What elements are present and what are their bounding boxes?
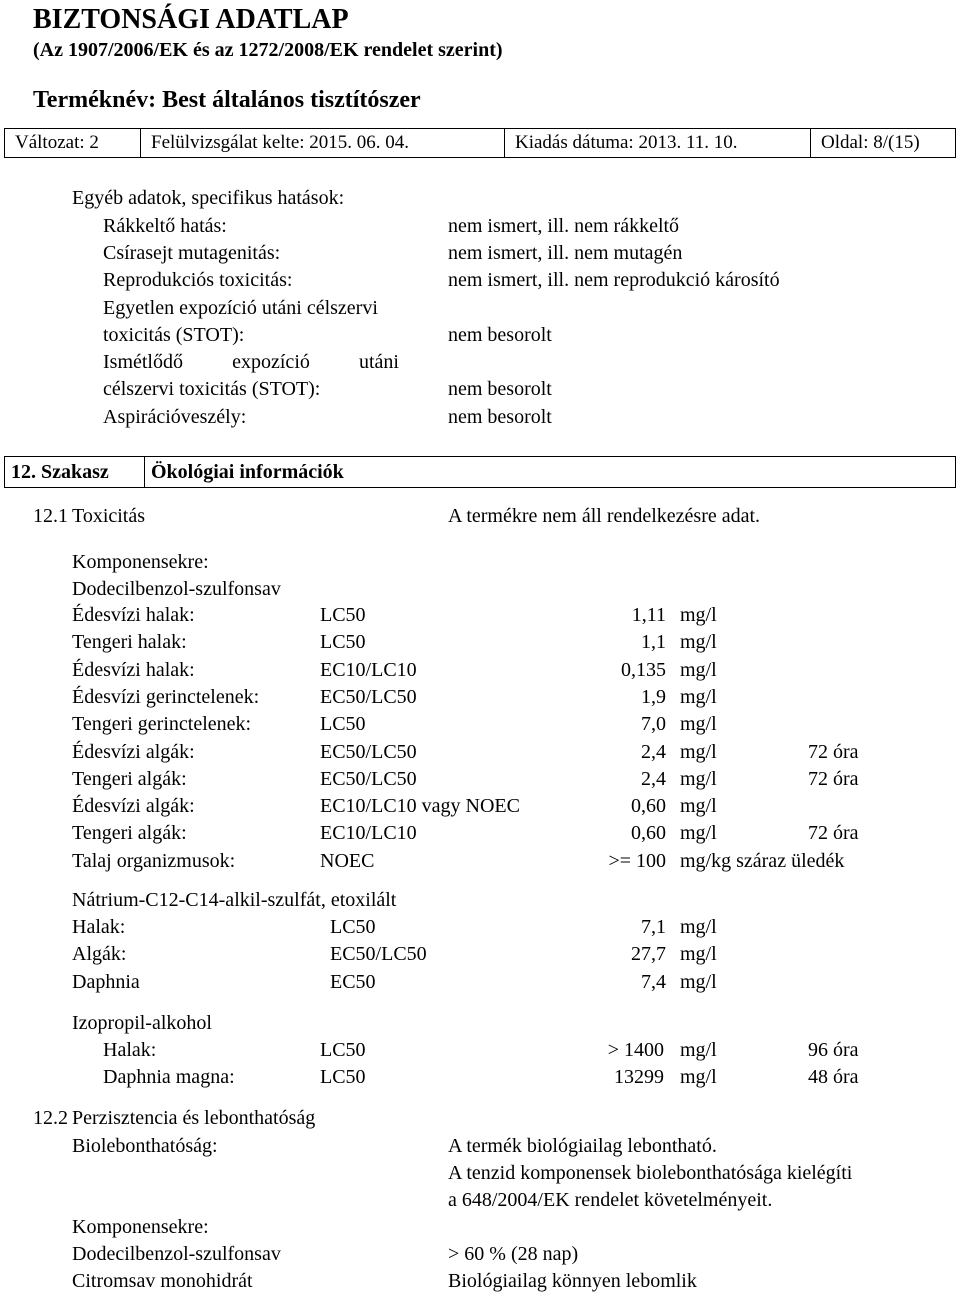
toxicity-label: Toxicitás	[72, 505, 146, 527]
issue-date: Kiadás dátuma: 2013. 11. 10.	[505, 129, 811, 157]
test-type: EC50/LC50	[320, 740, 417, 763]
stot-repeated-label-line1	[103, 350, 399, 374]
product-name: Terméknév: Best általános tisztítószer	[33, 87, 421, 113]
toxicity-unit: mg/l	[680, 795, 717, 818]
biodegradability-line: a 648/2004/EK rendelet követelményeit.	[448, 1189, 773, 1211]
carcinogenicity-label: Rákkeltő hatás:	[103, 215, 227, 237]
toxicity-unit: mg/l	[680, 970, 717, 993]
stot-repeated-label-line2: célszervi toxicitás (STOT):	[103, 378, 321, 400]
dbs-name: Dodecilbenzol-szulfonsav	[72, 578, 281, 600]
document-info-bar	[4, 128, 956, 158]
organism-label: Tengeri gerinctelenek:	[72, 713, 252, 736]
toxicity-unit: mg/l	[680, 822, 717, 845]
organism-label: Tengeri algák:	[72, 822, 187, 845]
exposure-time: 48 óra	[808, 1066, 859, 1089]
organism-label: Édesvízi gerinctelenek:	[72, 685, 260, 708]
test-type: LC50	[320, 631, 366, 654]
toxicity-value: 7,1	[641, 916, 666, 938]
persistence-components-label: Komponensekre:	[72, 1216, 209, 1238]
organism-label: Algák:	[72, 943, 127, 966]
biodegradability-label: Biolebonthatóság:	[72, 1135, 218, 1157]
test-type: LC50	[320, 713, 366, 736]
toxicity-value: 1,9	[641, 685, 666, 708]
test-type: LC50	[320, 604, 366, 626]
toxicity-value: 2,4	[641, 740, 666, 763]
nas-name: Nátrium-C12-C14-alkil-szulfát, etoxilált	[72, 889, 397, 911]
toxicity-unit: mg/kg száraz üledék	[680, 849, 845, 872]
toxicity-value: >= 100	[608, 849, 666, 872]
persistence-component-value: Biológiailag könnyen lebomlik	[448, 1270, 697, 1292]
section-header	[4, 456, 956, 488]
toxicity-value: 1,11	[631, 604, 666, 626]
version: Változat: 2	[5, 129, 141, 157]
test-type: EC10/LC10	[320, 822, 417, 845]
toxicity-value: 7,4	[641, 970, 666, 993]
stot-single-label-line2: toxicitás (STOT):	[103, 324, 245, 346]
aspiration-label: Aspirációveszély:	[103, 406, 247, 428]
organism-label: Daphnia	[72, 970, 140, 993]
toxicity-unit: mg/l	[680, 767, 717, 790]
biodegradability-line: A termék biológiailag lebontható.	[448, 1135, 717, 1157]
organism-label: Talaj organizmusok:	[72, 849, 236, 872]
organism-label: Édesvízi halak:	[72, 658, 195, 681]
test-type: EC50/LC50	[320, 685, 417, 708]
organism-label: Halak:	[103, 1039, 157, 1061]
persistence-component-name: Citromsav monohidrát	[72, 1270, 253, 1292]
toxicity-value: 27,7	[631, 943, 666, 966]
test-type: LC50	[320, 1066, 366, 1089]
revision-date: Felülvizsgálat kelte: 2015. 06. 04.	[141, 129, 505, 157]
test-type: EC50	[330, 970, 376, 993]
components-label: Komponensekre:	[72, 551, 209, 573]
section-title: Ökológiai információk	[151, 461, 344, 483]
exposure-time: 96 óra	[808, 1039, 859, 1061]
persistence-number: 12.2	[33, 1107, 68, 1129]
organism-label: Édesvízi halak:	[72, 604, 195, 626]
persistence-label: Perzisztencia és lebonthatóság	[72, 1107, 316, 1129]
toxicity-unit: mg/l	[680, 740, 717, 763]
toxicity-unit: mg/l	[680, 685, 717, 708]
organism-label: Tengeri halak:	[72, 631, 187, 654]
section-number: 12. Szakasz	[5, 457, 145, 487]
toxicity-value: 2,4	[641, 767, 666, 790]
page-number: Oldal: 8/(15)	[821, 132, 920, 153]
reproductive-toxicity-value: nem ismert, ill. nem reprodukció károsító	[448, 269, 780, 291]
stot-repeated-word1: Ismétlődő	[103, 351, 183, 373]
toxicity-unit: mg/l	[680, 631, 717, 654]
test-type: EC50/LC50	[320, 767, 417, 790]
toxicity-unit: mg/l	[680, 658, 717, 681]
regulation-subtitle: (Az 1907/2006/EK és az 1272/2008/EK rendelet szerint)	[33, 39, 503, 61]
organism-label: Daphnia magna:	[103, 1066, 235, 1089]
stot-repeated-word2: expozíció	[232, 351, 310, 373]
toxicity-value: 0,135	[621, 658, 666, 681]
ipa-name: Izopropil-alkohol	[72, 1012, 212, 1034]
toxicity-value: 13299	[614, 1066, 664, 1089]
exposure-time: 72 óra	[808, 740, 859, 763]
test-type: LC50	[320, 1039, 366, 1061]
toxicity-unit: mg/l	[680, 1039, 717, 1061]
toxicity-unit: mg/l	[680, 943, 717, 966]
stot-single-label-line1: Egyetlen expozíció utáni célszervi	[103, 297, 378, 319]
toxicity-value: 0,60	[631, 795, 666, 818]
test-type: EC50/LC50	[330, 943, 427, 966]
test-type: NOEC	[320, 849, 375, 872]
toxicity-value: > 1400	[607, 1039, 664, 1061]
stot-single-value: nem besorolt	[448, 324, 552, 346]
toxicity-value: 1,1	[641, 631, 666, 654]
toxicity-value: 0,60	[631, 822, 666, 845]
organism-label: Édesvízi algák:	[72, 795, 195, 818]
persistence-component-value: > 60 % (28 nap)	[448, 1243, 579, 1265]
toxicity-value: A termékre nem áll rendelkezésre adat.	[448, 505, 761, 527]
organism-label: Édesvízi algák:	[72, 740, 195, 763]
exposure-time: 72 óra	[808, 767, 859, 790]
document-title: BIZTONSÁGI ADATLAP	[33, 4, 349, 35]
organism-label: Tengeri algák:	[72, 767, 187, 790]
test-type: EC10/LC10 vagy NOEC	[320, 795, 520, 818]
aspiration-value: nem besorolt	[448, 406, 552, 428]
mutagenicity-value: nem ismert, ill. nem mutagén	[448, 242, 683, 264]
organism-label: Halak:	[72, 916, 126, 938]
biodegradability-line: A tenzid komponensek biolebonthatósága kielégíti	[448, 1162, 853, 1184]
stot-repeated-value: nem besorolt	[448, 378, 552, 400]
toxicity-value: 7,0	[641, 713, 666, 736]
test-type: LC50	[330, 916, 376, 938]
toxicity-unit: mg/l	[680, 713, 717, 736]
toxicity-number: 12.1	[33, 505, 68, 527]
persistence-component-name: Dodecilbenzol-szulfonsav	[72, 1243, 281, 1265]
carcinogenicity-value: nem ismert, ill. nem rákkeltő	[448, 215, 680, 237]
toxicity-unit: mg/l	[680, 916, 717, 938]
exposure-time: 72 óra	[808, 822, 859, 845]
test-type: EC10/LC10	[320, 658, 417, 681]
toxicity-unit: mg/l	[680, 604, 717, 626]
stot-repeated-word3: utáni	[359, 351, 399, 373]
reproductive-toxicity-label: Reprodukciós toxicitás:	[103, 269, 293, 291]
other-data-heading: Egyéb adatok, specifikus hatások:	[72, 187, 345, 209]
toxicity-unit: mg/l	[680, 1066, 717, 1089]
mutagenicity-label: Csírasejt mutagenitás:	[103, 242, 281, 264]
